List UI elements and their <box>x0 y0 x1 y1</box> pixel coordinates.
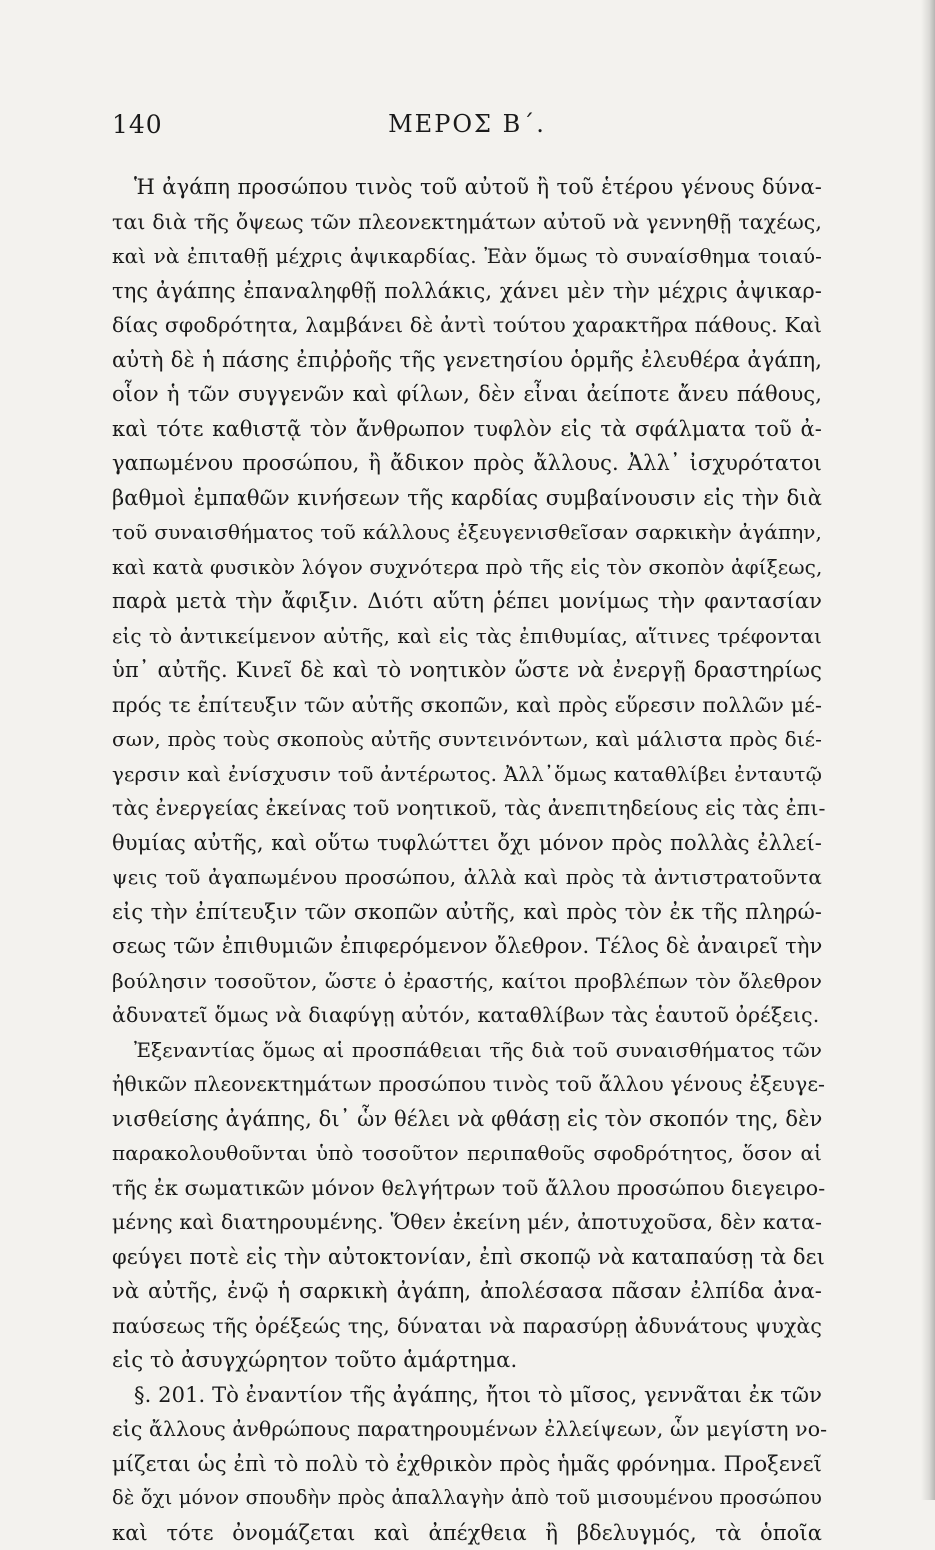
text-line: ἀδυνατεῖ ὅμως νὰ διαφύγῃ αὐτόν, καταθλίβων τὰς ἑαυτοῦ ὀρέξεις. <box>112 998 822 1033</box>
text-line: πρός τε ἐπίτευξιν τῶν αὐτῆς σκοπῶν, καὶ πρὸς εὕρεσιν πολλῶν μέ- <box>112 688 822 723</box>
text-line: εἰς τὴν ἐπίτευξιν τῶν σκοπῶν αὐτῆς, καὶ πρὸς τὸν ἐκ τῆς πληρώ- <box>112 895 822 930</box>
text-line: Ἐξεναντίας ὅμως αἱ προσπάθειαι τῆς διὰ τοῦ συναισθήματος τῶν <box>112 1033 822 1068</box>
text-line: παρὰ μετὰ τὴν ἄφιξιν. Διότι αὕτη ῥέπει μονίμως τὴν φαντασίαν <box>112 584 822 619</box>
text-line: καὶ τότε ὀνομάζεται καὶ ἀπέχθεια ἢ βδελυγμός, τὰ ὁποῖα <box>112 1516 822 1550</box>
text-line: παρακολουθοῦνται ὑπὸ τοσοῦτον περιπαθοῦς σφοδρότητος, ὅσον αἱ <box>112 1136 822 1171</box>
text-line: ἠθικῶν πλεονεκτημάτων προσώπου τινὸς τοῦ ἄλλου γένους ἐξευγε- <box>112 1067 822 1102</box>
text-line: τὰς ἐνεργείας ἐκείνας τοῦ νοητικοῦ, τὰς ἀνεπιτηδείους εἰς τὰς ἐπι- <box>112 791 822 826</box>
text-line: εἰς τὸ ἀντικείμενον αὐτῆς, καὶ εἰς τὰς ἐπιθυμίας, αἵτινες τρέφονται <box>112 619 822 654</box>
text-line: εἰς τὸ ἀσυγχώρητον τοῦτο ἁμάρτημα. <box>112 1343 822 1378</box>
page-edge-shadow <box>921 0 935 1500</box>
text-line: νισθείσης ἀγάπης, δι᾽ ὧν θέλει νὰ φθάσῃ εἰς τὸν σκοπόν της, δὲν <box>112 1102 822 1137</box>
text-line: καὶ κατὰ φυσικὸν λόγον συχνότερα πρὸ τῆς εἰς τὸν σκοπὸν ἀφίξεως, <box>112 550 822 585</box>
text-line: σεως τῶν ἐπιθυμιῶν ἐπιφερόμενον ὄλεθρον. Τέλος δὲ ἀναιρεῖ τὴν <box>112 929 822 964</box>
text-line: θυμίας αὐτῆς, καὶ οὕτω τυφλώττει ὄχι μόνον πρὸς πολλὰς ἐλλεί- <box>112 826 822 861</box>
text-line: δὲ ὄχι μόνον σπουδὴν πρὸς ἀπαλλαγὴν ἀπὸ τοῦ μισουμένου προσώπου <box>112 1481 822 1516</box>
text-line: οἷον ἡ τῶν συγγενῶν καὶ φίλων, δὲν εἶναι ἀείποτε ἄνευ πάθους, <box>112 377 822 412</box>
text-line: καὶ νὰ ἐπιταθῇ μέχρις ἀψικαρδίας. Ἐὰν ὅμως τὸ συναίσθημα τοιαύ- <box>112 239 822 274</box>
text-line: παύσεως τῆς ὀρέξεώς της, δύναται νὰ παρασύρῃ ἀδυνάτους ψυχὰς <box>112 1309 822 1344</box>
text-line: ται διὰ τῆς ὄψεως τῶν πλεονεκτημάτων αὐτοῦ νὰ γεννηθῇ ταχέως, <box>112 205 822 240</box>
text-line: γερσιν καὶ ἐνίσχυσιν τοῦ ἀντέρωτος. Ἀλλ᾽ὅμως καταθλίβει ἐνταυτῷ <box>112 757 822 792</box>
text-line: νὰ αὐτῆς, ἐνῷ ἡ σαρκικὴ ἀγάπη, ἀπολέσασα πᾶσαν ἐλπίδα ἀνα- <box>112 1274 822 1309</box>
text-line: §. 201. Τὸ ἐναντίον τῆς ἀγάπης, ἤτοι τὸ μῖσος, γεννᾶται ἐκ τῶν <box>112 1378 822 1413</box>
text-line: μίζεται ὡς ἐπὶ τὸ πολὺ τὸ ἐχθρικὸν πρὸς ἡμᾶς φρόνημα. Προξενεῖ <box>112 1447 822 1482</box>
text-line: εἰς ἄλλους ἀνθρώπους παρατηρουμένων ἐλλείψεων, ὧν μεγίστη νο- <box>112 1412 822 1447</box>
page-header <box>112 110 822 146</box>
text-line: δίας σφοδρότητα, λαμβάνει δὲ ἀντὶ τούτου χαρακτῆρα πάθους. Καὶ <box>112 308 822 343</box>
text-line: Ἡ ἀγάπη προσώπου τινὸς τοῦ αὐτοῦ ἢ τοῦ ἑτέρου γένους δύνα- <box>112 170 822 205</box>
text-line: μένης καὶ διατηρουμένης. Ὅθεν ἐκείνη μέν, ἀποτυχοῦσα, δὲν κατα- <box>112 1205 822 1240</box>
text-line: βούλησιν τοσοῦτον, ὥστε ὁ ἐραστής, καίτοι προβλέπων τὸν ὄλεθρον <box>112 964 822 999</box>
text-line: τοῦ συναισθήματος τοῦ κάλλους ἐξευγενισθεῖσαν σαρκικὴν ἀγάπην, <box>112 515 822 550</box>
text-line: ψεις τοῦ ἀγαπωμένου προσώπου, ἀλλὰ καὶ πρὸς τὰ ἀντιστρατοῦντα <box>112 860 822 895</box>
running-title: ΜΕΡΟΣ Β΄. <box>112 110 822 138</box>
text-line: φεύγει ποτὲ εἰς τὴν αὐτοκτονίαν, ἐπὶ σκοπῷ νὰ καταπαύσῃ τὰ δει <box>112 1240 822 1275</box>
body-text <box>112 170 822 1550</box>
page-number: 140 <box>112 110 163 139</box>
text-line: γαπωμένου προσώπου, ἢ ἄδικον πρὸς ἄλλους. Ἀλλ᾽ ἰσχυρότατοι <box>112 446 822 481</box>
text-line: καὶ τότε καθιστᾷ τὸν ἄνθρωπον τυφλὸν εἰς τὰ σφάλματα τοῦ ἀ- <box>112 412 822 447</box>
text-line: ὑπ᾽ αὐτῆς. Κινεῖ δὲ καὶ τὸ νοητικὸν ὥστε νὰ ἐνεργῇ δραστηρίως <box>112 653 822 688</box>
text-line: αὐτὴ δὲ ἡ πάσης ἐπιῤῥοῆς τῆς γενετησίου ὁρμῆς ἐλευθέρα ἀγάπη, <box>112 343 822 378</box>
text-line: σων, πρὸς τοὺς σκοποὺς αὐτῆς συντεινόντων, καὶ μάλιστα πρὸς διέ- <box>112 722 822 757</box>
text-line: της ἀγάπης ἐπαναληφθῇ πολλάκις, χάνει μὲν τὴν μέχρις ἀψικαρ- <box>112 274 822 309</box>
text-line: τῆς ἐκ σωματικῶν μόνον θελγήτρων τοῦ ἄλλου προσώπου διεγειρο- <box>112 1171 822 1206</box>
text-line: βαθμοὶ ἐμπαθῶν κινήσεων τῆς καρδίας συμβαίνουσιν εἰς τὴν διὰ <box>112 481 822 516</box>
